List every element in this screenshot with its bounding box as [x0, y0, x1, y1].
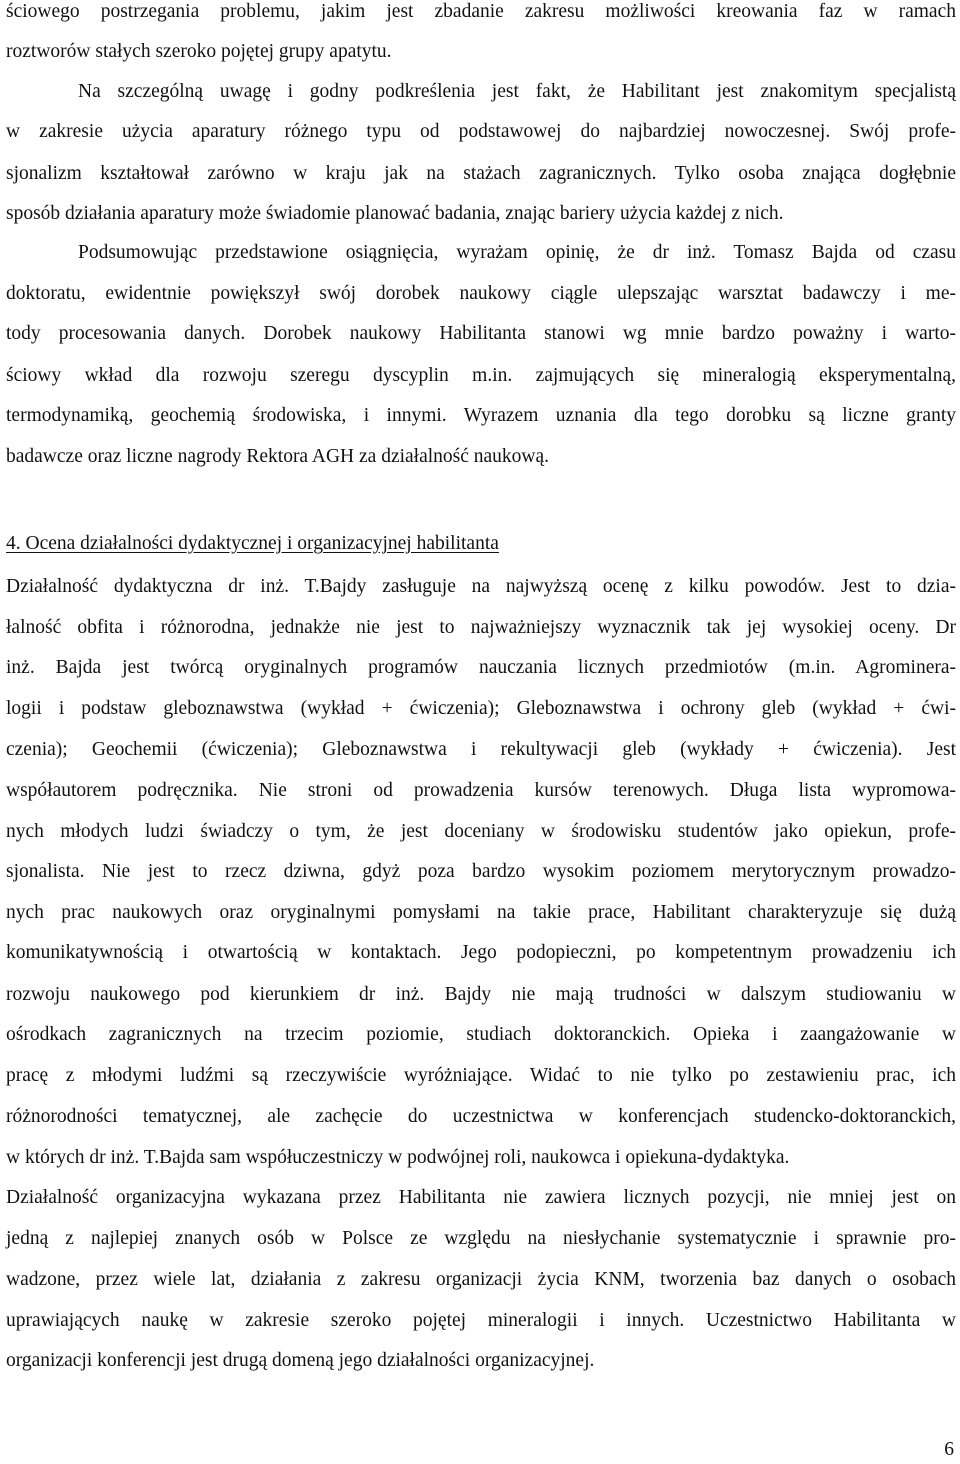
text-line: termodynamiką, geochemią środowiska, i innymi. Wyrazem uznania dla tego dorobku są liczne granty	[6, 405, 956, 426]
text-line: współautorem podręcznika. Nie stroni od prowadzenia kursów terenowych. Długa lista wypromowa-	[6, 780, 956, 801]
text-line: tody procesowania danych. Dorobek naukowy Habilitanta stanowi wg mnie bardzo poważny i warto-	[6, 323, 956, 344]
text-line: inż. Bajda jest twórcą oryginalnych programów nauczania licznych przedmiotów (m.in. Agrominera-	[6, 657, 956, 678]
text-line: Działalność dydaktyczna dr inż. T.Bajdy zasługuje na najwyższą ocenę z kilku powodów. Jest to dzia-	[6, 576, 956, 597]
text-line: badawcze oraz liczne nagrody Rektora AGH za działalność naukową.	[6, 446, 550, 467]
text-line: nych prac naukowych oraz oryginalnymi pomysłami na takie prace, Habilitant charakteryzuje się dużą	[6, 902, 956, 923]
text-line: nych młodych ludzi świadczy o tym, że jest doceniany w środowisku studentów jako opiekun, profe-	[6, 821, 956, 842]
text-line: ośrodkach zagranicznych na trzecim poziomie, studiach doktoranckich. Opieka i zaangażowanie w	[6, 1024, 956, 1045]
section-heading: 4. Ocena działalności dydaktycznej i organizacyjnej habilitanta	[6, 533, 499, 554]
text-line: uprawiających naukę w zakresie szeroko pojętej mineralogii i innych. Uczestnictwo Habilitanta w	[6, 1310, 956, 1331]
text-line: wadzone, przez wiele lat, działania z zakresu organizacji życia KNM, tworzenia baz danych o osobach	[6, 1269, 956, 1290]
text-line: Podsumowując przedstawione osiągnięcia, wyrażam opinię, że dr inż. Tomasz Bajda od czasu	[78, 242, 956, 263]
text-line: w zakresie użycia aparatury różnego typu od podstawowej do najbardziej nowoczesnej. Swój profe-	[6, 121, 956, 142]
page-number: 6	[944, 1439, 954, 1460]
text-line: pracę z młodymi ludźmi są rzeczywiście wyróżniające. Widać to nie tylko po zestawieniu prac, ich	[6, 1065, 956, 1086]
text-line: sposób działania aparatury może świadomie planować badania, znając bariery użycia każdej z nich.	[6, 203, 784, 224]
text-line: Działalność organizacyjna wykazana przez Habilitanta nie zawiera licznych pozycji, nie mniej jest on	[6, 1187, 956, 1208]
text-line: ściowego postrzegania problemu, jakim jest zbadanie zakresu możliwości kreowania faz w ramach	[6, 1, 956, 22]
text-line: Na szczególną uwagę i godny podkreślenia jest fakt, że Habilitant jest znakomitym specjalistą	[78, 81, 956, 102]
text-line: sjonalista. Nie jest to rzecz dziwna, gdyż poza bardzo wysokim poziomem merytorycznym prowadzo-	[6, 861, 956, 882]
text-line: organizacji konferencji jest drugą domeną jego działalności organizacyjnej.	[6, 1350, 595, 1371]
text-line: łalność obfita i różnorodna, jednakże nie jest to najważniejszy wyznacznik tak jej wysokiej oceny. Dr	[6, 617, 956, 638]
text-line: różnorodności tematycznej, ale zachęcie do uczestnictwa w konferencjach studencko-doktoranckich,	[6, 1106, 956, 1127]
text-line: jedną z najlepiej znanych osób w Polsce ze względu na niesłychanie systematycznie i sprawnie pro-	[6, 1228, 956, 1249]
text-line: ściowy wkład dla rozwoju szeregu dyscyplin m.in. zajmujących się mineralogią eksperymentalną,	[6, 365, 956, 386]
text-line: czenia); Geochemii (ćwiczenia); Gleboznawstwa i rekultywacji gleb (wykłady + ćwiczenia). Jest	[6, 739, 956, 760]
text-line: sjonalizm kształtował zarówno w kraju jak na stażach zagranicznych. Tylko osoba znająca dogłębnie	[6, 163, 956, 184]
text-line: komunikatywnością i otwartością w kontaktach. Jego podopieczni, po kompetentnym prowadzeniu ich	[6, 942, 956, 963]
text-line: doktoratu, ewidentnie powiększył swój dorobek naukowy ciągle ulepszając warsztat badawczy i me-	[6, 283, 956, 304]
text-line: logii i podstaw gleboznawstwa (wykład + ćwiczenia); Gleboznawstwa i ochrony gleb (wykład + ćwi-	[6, 698, 956, 719]
text-line: w których dr inż. T.Bajda sam współuczestniczy w podwójnej roli, naukowca i opiekuna-dydaktyka.	[6, 1147, 790, 1168]
text-line: roztworów stałych szeroko pojętej grupy apatytu.	[6, 41, 392, 62]
text-line: rozwoju naukowego pod kierunkiem dr inż. Bajdy nie mają trudności w dalszym studiowaniu w	[6, 984, 956, 1005]
